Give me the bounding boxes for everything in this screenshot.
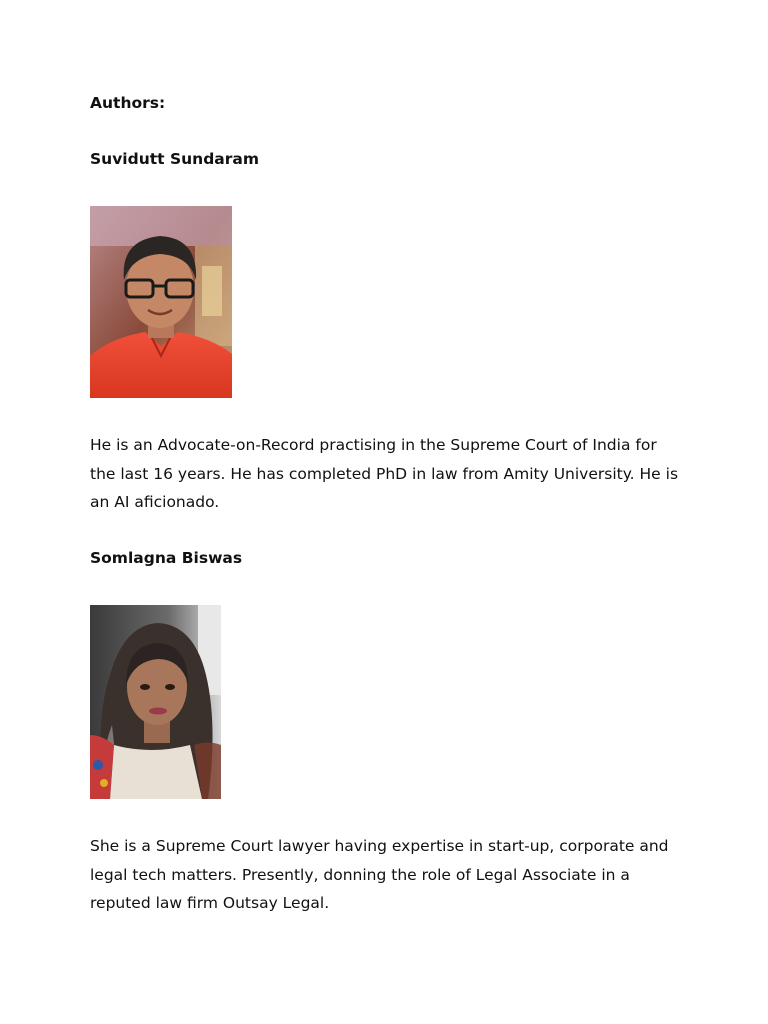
author-bio-2: She is a Supreme Court lawyer having expertise in start-up, corporate and legal tech matters. Presently, donning the role of Legal Associate in a reputed law firm Outsay Legal. [90, 837, 669, 912]
author-name-2: Somlagna Biswas [90, 549, 243, 567]
author-name-1: Suvidutt Sundaram [90, 150, 260, 168]
author-photo-1 [90, 206, 232, 398]
authors-heading: Authors: [90, 94, 166, 112]
author-photo-2 [90, 605, 221, 799]
author-bio-1: He is an Advocate-on-Record practising in the Supreme Court of India for the last 16 years. He has completed PhD in law from Amity University. He is an AI aficionado. [90, 436, 679, 511]
